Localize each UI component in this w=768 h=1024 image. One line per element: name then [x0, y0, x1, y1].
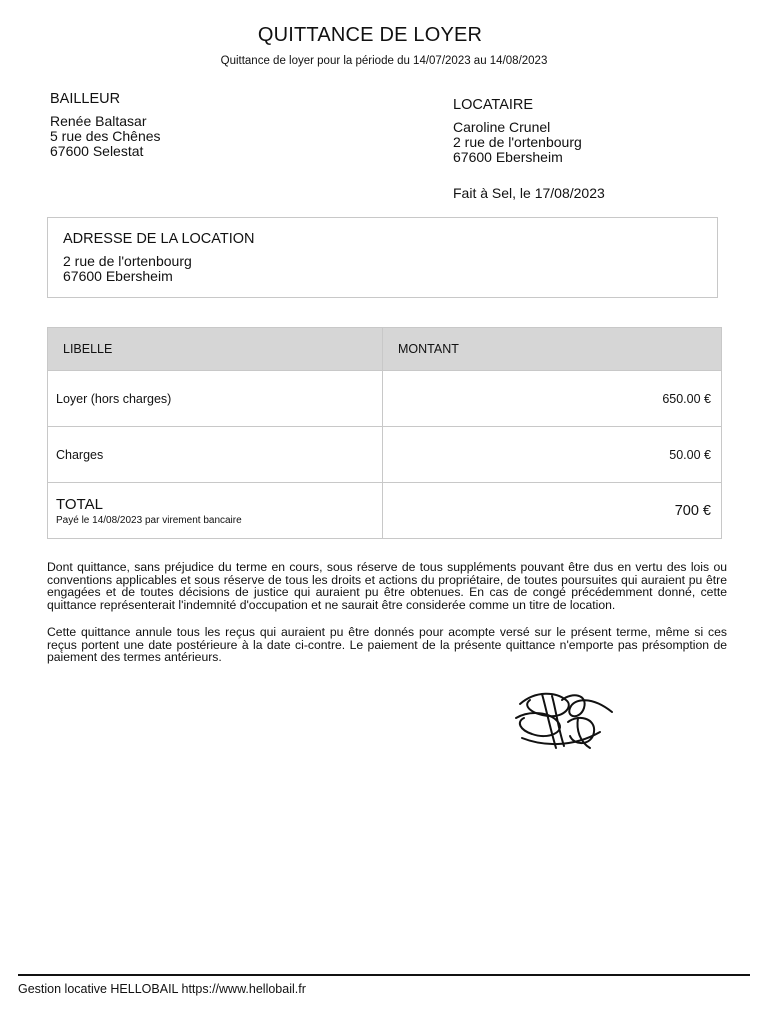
signature-image	[512, 688, 616, 752]
total-amount: 700 €	[674, 502, 711, 519]
locataire-address-line1: 2 rue de l'ortenbourg	[453, 134, 582, 150]
table-row	[48, 426, 721, 482]
legal-paragraph-2: Cette quittance annule tous les reçus qui auraient pu être donnés pour acompte versé sur le présent terme, même si ces reçus portent une date postérieure à la date ci-contre. Le paiement de la présente quittance n'emporte pas présomption de paiement des termes antérieurs.	[47, 625, 727, 665]
bailleur-address-line2: 67600 Selestat	[50, 143, 144, 159]
document-subtitle: Quittance de loyer pour la période du 14/07/2023 au 14/08/2023	[220, 55, 548, 67]
table-row	[48, 370, 721, 426]
table-header-row	[48, 328, 721, 370]
location-address-line2: 67600 Ebersheim	[63, 268, 173, 284]
document-title: QUITTANCE DE LOYER	[257, 24, 483, 46]
row-montant: 50.00 €	[669, 447, 711, 462]
rent-table	[47, 327, 722, 539]
location-address-box	[47, 217, 718, 298]
bailleur-label: BAILLEUR	[50, 91, 121, 107]
row-libelle: Loyer (hors charges)	[48, 371, 383, 426]
total-label: TOTAL	[56, 495, 103, 513]
fait-a-date: Fait à Sel, le 17/08/2023	[453, 185, 605, 201]
locataire-address-line2: 67600 Ebersheim	[453, 149, 563, 165]
header-libelle: LIBELLE	[48, 328, 383, 370]
total-amount-cell	[383, 483, 719, 538]
locataire-label: LOCATAIRE	[453, 97, 534, 113]
row-montant: 650.00 €	[662, 391, 711, 406]
header-montant: MONTANT	[398, 342, 459, 356]
location-label: ADRESSE DE LA LOCATION	[63, 231, 255, 247]
bailleur-block	[50, 92, 161, 159]
table-total-row	[48, 482, 721, 538]
locataire-block	[453, 98, 582, 165]
footer-divider	[18, 974, 750, 976]
row-libelle: Charges	[48, 427, 383, 482]
total-cell	[48, 483, 383, 538]
payment-note: Payé le 14/08/2023 par virement bancaire	[56, 514, 242, 526]
locataire-name: Caroline Crunel	[453, 119, 551, 135]
legal-paragraph-1: Dont quittance, sans préjudice du terme en cours, sous réserve de tous suppléments pouvant être dus en vertu des lois ou conventions applicables et sous réserve de tous les droits et actions du propriétaire, de toutes poursuites qui auraient pu être engagées et de toutes décisions de justice qui auraient pu être obtenues. En cas de congé précédemment donné, cette quittance représenterait l'indemnité d'occupation et ne saurait être considerée comme un titre de location.	[47, 560, 727, 612]
bailleur-name: Renée Baltasar	[50, 113, 147, 129]
location-address-line1: 2 rue de l'ortenbourg	[63, 253, 192, 269]
footer-text: Gestion locative HELLOBAIL https://www.hellobail.fr	[18, 982, 306, 996]
bailleur-address-line1: 5 rue des Chênes	[50, 128, 161, 144]
